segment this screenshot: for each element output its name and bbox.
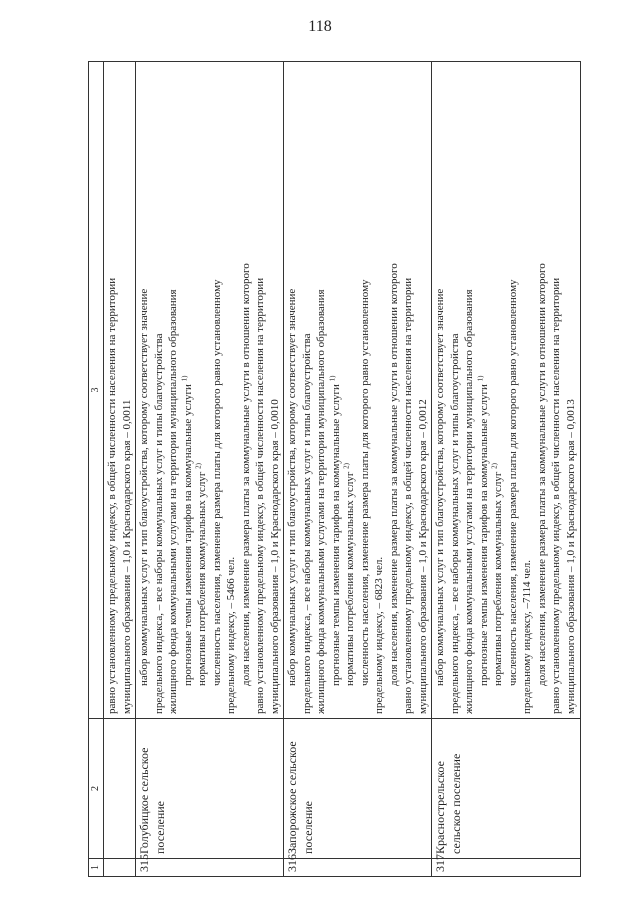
desc-line-with-note [477, 66, 492, 714]
desc-line: равно установленному предельному индексу, в общей численности населения на территории [254, 277, 267, 714]
footnote-mark: 1) [328, 375, 337, 382]
desc-line-text: прогнозные темпы изменения тарифов на коммунальные услуги [181, 384, 194, 686]
desc-line: набор коммунальных услуг и тип благоустройства, которому соответствует значение [434, 288, 447, 686]
desc-line: предельному индексу, – 6823 чел. [373, 556, 386, 714]
desc-line: доля населения, изменение размера платы за коммунальные услуги в отношении которого [535, 263, 548, 686]
settlement-name: Голубицкое сельское поселение [136, 719, 284, 859]
desc-line: набор коммунальных услуг и тип благоустройства, которому соответствует значение [286, 288, 299, 686]
continuation-line: муниципального образования – 1,0 и Краснодарского края – 0,0011 [120, 399, 133, 714]
desc-line: предельному индексу, –7114 чел. [521, 560, 534, 714]
desc-line: равно установленному предельному индексу, в общей численности населения на территории [550, 277, 563, 714]
desc-line: доля населения, изменение размера платы за коммунальные услуги в отношении которого [239, 263, 252, 686]
desc-line: муниципального образования – 1,0 и Краснодарского края – 0,0013 [564, 399, 577, 714]
header-cell-3: 3 [89, 62, 104, 719]
desc-line: предельного индекса, – все наборы коммунальных услуг и типы благоустройства [152, 333, 165, 714]
continuation-line: равно установленному предельному индексу, в общей численности населения на территории [106, 277, 118, 714]
desc-line: численность населения, изменение размера платы для которого равно установленному [358, 279, 371, 686]
rotated-table-area [88, 62, 577, 877]
continuation-desc-cell [104, 62, 136, 719]
desc-line: предельного индекса, – все наборы коммунальных услуг и типы благоустройства [448, 333, 461, 714]
header-cell-2: 2 [89, 719, 104, 859]
desc-line-text: нормативы потребления коммунальных услуг [492, 471, 505, 686]
desc-line: муниципального образования – 1,0 и Краснодарского края – 0,0012 [416, 399, 429, 714]
table-row [136, 62, 284, 877]
desc-line: равно установленному предельному индексу, в общей численности населения на территории [402, 277, 415, 714]
header-cell-1: 1 [89, 859, 104, 877]
desc-line: набор коммунальных услуг и тип благоустройства, которому соответствует значение [138, 288, 151, 686]
desc-line-with-note [343, 66, 358, 714]
page-number: 118 [308, 18, 332, 35]
desc-line-text: нормативы потребления коммунальных услуг [344, 471, 357, 686]
settlement-name: Запорожское сельское поселение [284, 719, 432, 859]
continuation-row [104, 62, 136, 877]
footnote-mark: 2) [194, 463, 203, 469]
desc-line-with-note [181, 66, 196, 714]
settlement-name: Краснострельское сельское поселение [432, 719, 580, 859]
table-row [284, 62, 432, 877]
desc-line: предельному индексу, – 5466 чел. [225, 556, 238, 714]
desc-line-with-note [491, 66, 506, 714]
row-description [432, 62, 580, 719]
desc-line-with-note [329, 66, 344, 714]
desc-line: доля населения, изменение размера платы за коммунальные услуги в отношении которого [387, 263, 400, 686]
data-table [88, 61, 581, 877]
desc-line: предельного индекса, – все наборы коммунальных услуг и типы благоустройства [300, 333, 313, 714]
landscape-page [88, 62, 577, 877]
footnote-mark: 1) [476, 375, 485, 382]
footnote-mark: 2) [490, 463, 499, 469]
desc-line-text: прогнозные темпы изменения тарифов на коммунальные услуги [329, 384, 342, 686]
row-description [136, 62, 284, 719]
desc-line: жилищного фонда коммунальными услугами на территории муниципального образования [315, 289, 328, 714]
desc-line-text: прогнозные темпы изменения тарифов на коммунальные услуги [477, 384, 490, 686]
row-description [284, 62, 432, 719]
desc-line: муниципального образования – 1,0 и Краснодарского края – 0,0010 [268, 399, 281, 714]
continuation-num-cell [104, 859, 136, 877]
desc-line: жилищного фонда коммунальными услугами на территории муниципального образования [463, 289, 476, 714]
header-row [89, 62, 104, 877]
desc-line-text: нормативы потребления коммунальных услуг [196, 471, 209, 686]
table-row [432, 62, 580, 877]
desc-line: жилищного фонда коммунальными услугами на территории муниципального образования [167, 289, 180, 714]
row-number: 316 [284, 859, 432, 877]
desc-line: численность населения, изменение размера платы для которого равно установленному [210, 279, 223, 686]
row-number: 317 [432, 859, 580, 877]
footnote-mark: 2) [342, 463, 351, 469]
desc-line: численность населения, изменение размера платы для которого равно установленному [506, 279, 519, 686]
row-number: 315 [136, 859, 284, 877]
continuation-name-cell [104, 719, 136, 859]
desc-line-with-note [195, 66, 210, 714]
footnote-mark: 1) [179, 375, 188, 382]
